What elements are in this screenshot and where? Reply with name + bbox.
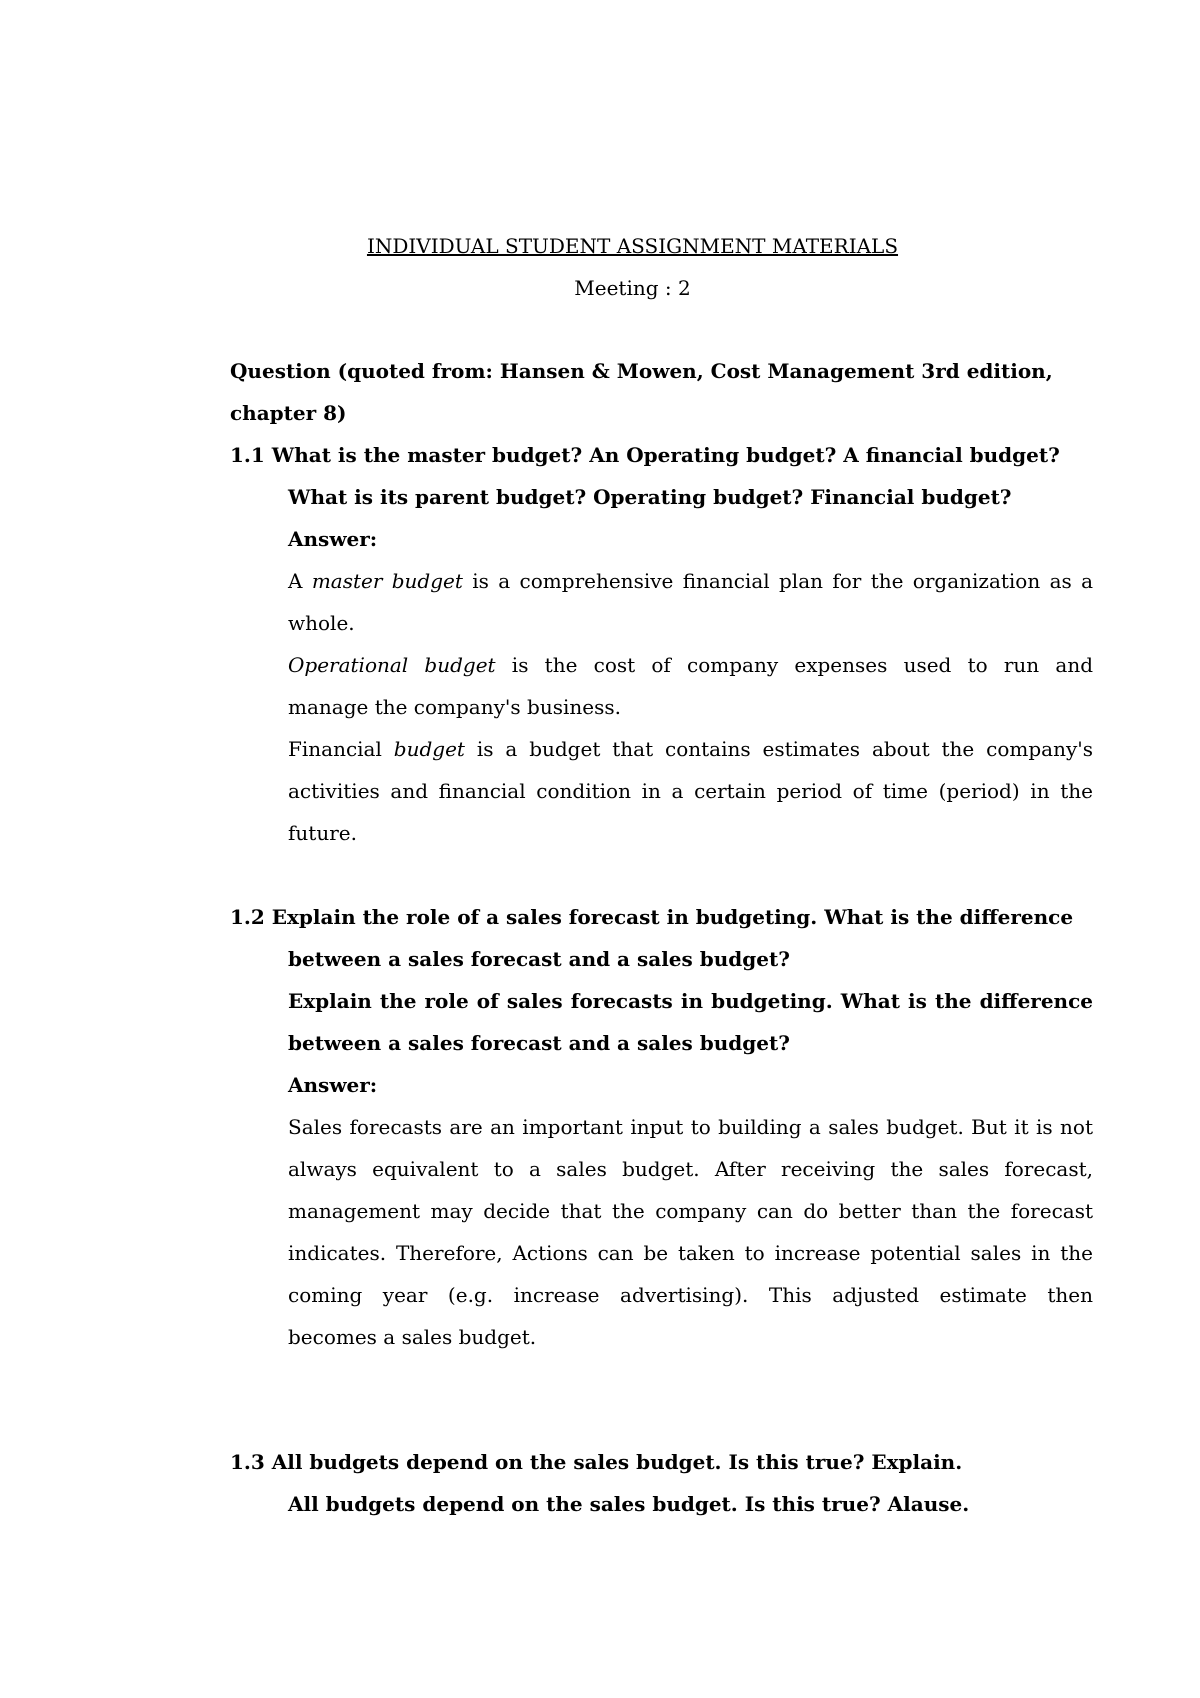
answer-1-2-line: indicates. Therefore, Actions can be taken to increase potential sales in the: [288, 1241, 1093, 1265]
question-source-line-2: chapter 8): [230, 401, 347, 425]
answer-1-1-master-budget: [230, 560, 1093, 602]
answer-1-2-line: Sales forecasts are an important input to building a sales budget. But it is not: [288, 1115, 1093, 1139]
answer-1-1-financial-lead: Financial: [288, 737, 382, 761]
question-1-3-restated: All budgets depend on the sales budget. Is this true? Alause.: [288, 1492, 970, 1516]
answer-1-2-line: coming year (e.g. increase advertising). This adjusted estimate then: [288, 1283, 1093, 1307]
answer-1-1-lead: A: [288, 569, 303, 593]
answer-1-1-operational-budget: [230, 644, 1093, 686]
answer-1-2-line: management may decide that the company can do better than the forecast: [288, 1199, 1093, 1223]
question-1-2-restated-line-1: Explain the role of sales forecasts in budgeting. What is the difference: [288, 989, 1093, 1013]
question-1-3: 1.3 All budgets depend on the sales budget. Is this true? Explain.: [230, 1450, 963, 1474]
answer-1-1-operational-line-2: manage the company's business.: [288, 695, 621, 719]
question-1-1-restated: What is its parent budget? Operating budget? Financial budget?: [288, 485, 1012, 509]
answer-1-1-financial-line-2: activities and financial condition in a certain period of time (period) in the: [288, 779, 1093, 803]
question-1-1: 1.1 What is the master budget? An Operating budget? A financial budget?: [230, 443, 1060, 467]
answer-1-1-operational-text: is the cost of company expenses used to run and: [511, 653, 1093, 677]
meeting-label: Meeting : 2: [574, 276, 691, 300]
answer-1-1-text: is a comprehensive financial plan for the organization as a: [472, 569, 1094, 593]
answer-1-1-financial-text: is a budget that contains estimates about the company's: [476, 737, 1094, 761]
question-1-2-restated-line-2: between a sales forecast and a sales budget?: [288, 1031, 790, 1055]
answer-1-1-financial-budget: [230, 728, 1093, 770]
document-title: INDIVIDUAL STUDENT ASSIGNMENT MATERIALS: [366, 234, 899, 258]
answer-1-1-line-2: whole.: [288, 611, 355, 635]
term-operational-budget: Operational budget: [288, 653, 496, 677]
question-1-2-line-1: 1.2 Explain the role of a sales forecast in budgeting. What is the difference: [230, 905, 1074, 929]
answer-1-2-line: becomes a sales budget.: [288, 1325, 537, 1349]
term-budget: budget: [393, 737, 465, 761]
term-master-budget: master budget: [311, 569, 463, 593]
question-1-2-line-2: between a sales forecast and a sales budget?: [288, 947, 790, 971]
answer-1-1-financial-line-3: future.: [288, 821, 357, 845]
answer-1-2-line: always equivalent to a sales budget. After receiving the sales forecast,: [288, 1157, 1093, 1181]
question-source-line-1: Question (quoted from: Hansen & Mowen, Cost Management 3rd edition,: [230, 359, 1053, 383]
answer-label-1-2: Answer:: [288, 1073, 378, 1097]
answer-label-1-1: Answer:: [288, 527, 378, 551]
